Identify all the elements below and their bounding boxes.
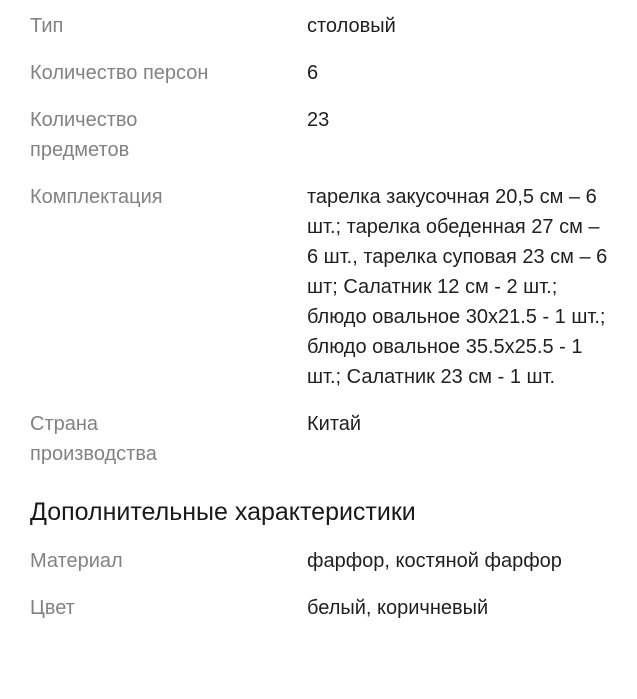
spec-value: 6 — [307, 62, 319, 84]
spec-label: Страна производства — [30, 413, 157, 465]
additional-specs-heading: Дополнительные характеристики — [30, 498, 416, 526]
spec-label: Количество предметов — [30, 109, 138, 161]
spec-row — [30, 546, 612, 576]
spec-table-additional — [30, 546, 612, 623]
spec-value: фарфор, костяной фарфор — [307, 550, 562, 572]
spec-row — [30, 11, 612, 41]
spec-row — [30, 593, 612, 623]
spec-value: белый, коричневый — [307, 597, 489, 619]
spec-label: Цвет — [30, 597, 75, 619]
spec-label: Материал — [30, 550, 123, 572]
spec-value: Китай — [307, 413, 362, 435]
spec-value: тарелка закусочная 20,5 см – 6 шт.; тарелка обеденная 27 см – 6 шт., тарелка суповая 23 см – 6 шт; Салатник 12 см - 2 шт.; блюдо овальное 30х21.5 - 1 шт.; блюдо овальное 35.5х25.5 - 1 шт.; Салатник 23 см - 1 шт. — [307, 186, 608, 388]
spec-row — [30, 182, 612, 392]
spec-row — [30, 58, 612, 88]
spec-row — [30, 409, 612, 469]
spec-label: Тип — [30, 15, 64, 37]
spec-row — [30, 105, 612, 165]
spec-value: столовый — [307, 15, 396, 37]
spec-table-main — [30, 11, 612, 469]
spec-value: 23 — [307, 109, 330, 131]
spec-label: Комплектация — [30, 186, 163, 208]
spec-label: Количество персон — [30, 62, 209, 84]
